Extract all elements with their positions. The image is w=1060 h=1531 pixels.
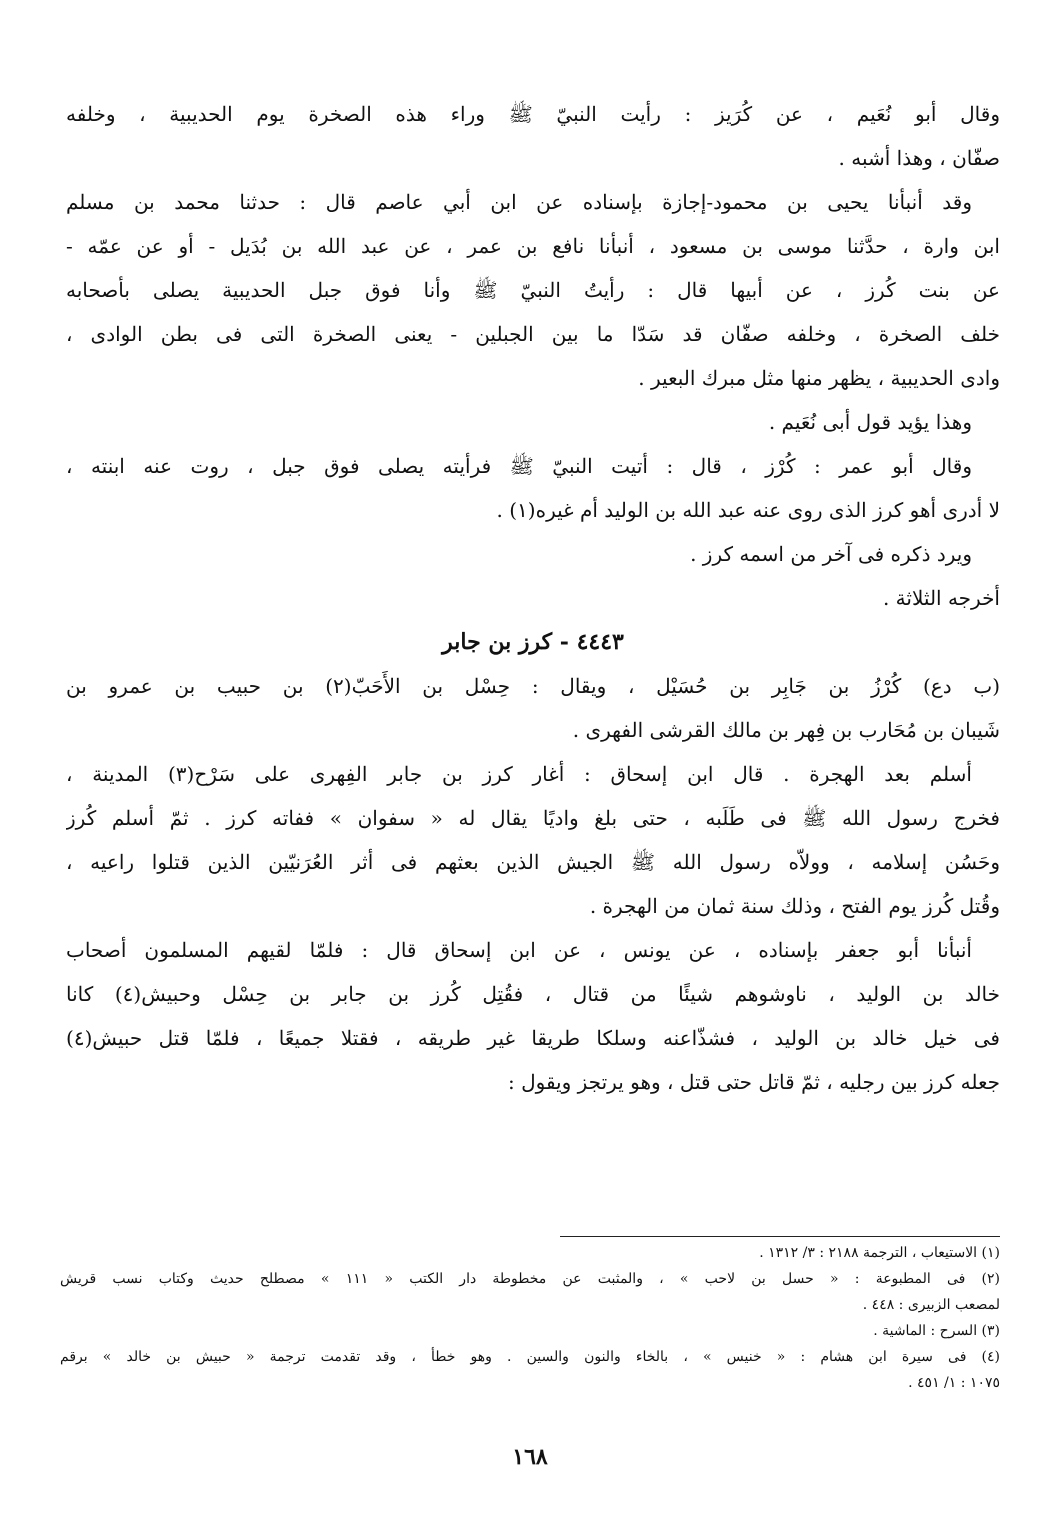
body-line: عن بنت كُرز ، عن أبيها قال : رأيتُ النبيّ ﷺ وأنا فوق جبل الحديبية يصلى بأصحابه	[66, 278, 1000, 302]
body-line: وقال أبو عمر : كُرْز ، قال : أتيت النبيّ ﷺ فرأيته يصلى فوق جبل ، روت عنه ابنته ،	[66, 454, 972, 478]
body-line: ويرد ذكره فى آخر من اسمه كرز .	[690, 542, 972, 566]
entry-line: أنبأنا أبو جعفر بإسناده ، عن يونس ، عن ابن إسحاق قال : فلمّا لقيهم المسلمون أصحاب	[66, 938, 972, 962]
footnote: لمصعب الزبيرى : ٤٤٨ .	[862, 1297, 1000, 1313]
footnotes	[60, 1240, 1000, 1396]
body-line: وقال أبو نُعَيم ، عن كُرَيز : رأيت النبيّ ﷺ وراء هذه الصخرة يوم الحديبية ، وخلفه	[66, 102, 1000, 126]
body-line: صفّان ، وهذا أشبه .	[838, 146, 1000, 170]
entry-line: أسلم بعد الهجرة . قال ابن إسحاق : أغار كرز بن جابر الفِهرى على سَرْح(٣) المدينة ،	[66, 762, 972, 786]
body-line: وهذا يؤيد قول أبى نُعَيم .	[768, 410, 972, 434]
body-line: أخرجه الثلاثة .	[882, 586, 1000, 610]
entry-line: وقُتل كُرز يوم الفتح ، وذلك سنة ثمان من الهجرة .	[589, 894, 1000, 918]
footnote-separator	[560, 1236, 1000, 1237]
body-line: وقد أنبأنا يحيى بن محمود-إجازة بإسناده عن ابن أبي عاصم قال : حدثنا محمد بن مسلم	[66, 190, 972, 214]
footnote: (١) الاستيعاب ، الترجمة ٢١٨٨ : ٣/ ١٣١٢ .	[759, 1245, 1000, 1261]
entry-line: خالد بن الوليد ، ناوشوهم شيئًا من قتال ، فقُتِل كُرز بن جابر بن حِسْل وحبيش(٤) كانا	[66, 982, 1000, 1006]
entry-line: وحَسُن إسلامه ، وولاّه رسول الله ﷺ الجيش الذين بعثهم فى أثر العُرَنيّين الذين قتلوا راعيه ،	[66, 850, 1000, 874]
entry-line: فخرج رسول الله ﷺ فى طَلَبه ، حتى بلغ واديًا يقال له « سفوان » ففاته كرز . ثمّ أسلم كُرز	[66, 806, 1000, 830]
body-line: ابن وارة ، حدَّثنا موسى بن مسعود ، أنبأنا نافع بن عمر ، عن عبد الله بن بُدَيل - أو عن عمّه -	[66, 234, 1000, 258]
main-text	[66, 92, 1000, 1104]
footnote: (٤) فى سيرة ابن هشام : « خنيس » ، بالخاء والنون والسين . وهو خطأ ، وقد تقدمت ترجمة « حبيش بن خالد » برقم	[60, 1349, 1000, 1365]
body-line: وادى الحديبية ، يظهر منها مثل مبرك البعير .	[638, 366, 1000, 390]
footnote: ١٠٧٥ : ١/ ٤٥١ .	[908, 1375, 1000, 1391]
footnote: (٣) السرح : الماشية .	[873, 1323, 1000, 1339]
entry-line: (ب دع) كُرْزُ بن جَابِر بن حُسَيْل ، ويقال : حِسْل بن الأَحَبّ(٢) بن حبيب بن عمرو بن	[66, 674, 1000, 698]
entry-line: جعله كرز بين رجليه ، ثمّ قاتل حتى قتل ، وهو يرتجز ويقول :	[507, 1070, 1000, 1094]
entry-line: فى خيل خالد بن الوليد ، فشذّاعنه وسلكا طريقا غير طريقه ، فقتلا جميعًا ، فلمّا قتل حبيش(٤)	[66, 1026, 1000, 1050]
body-line: لا أدرى أهو كرز الذى روى عنه عبد الله بن الوليد أم غيره(١) .	[496, 498, 1000, 522]
footnote: (٢) فى المطبوعة : « حسل بن لاحب » ، والمثبت عن مخطوطة دار الكتب « ١١١ » مصطلح حديث وكتاب نسب قريش	[60, 1271, 1000, 1287]
entry-line: شَيبان بن مُحَارب بن فِهر بن مالك القرشى الفهرى .	[572, 718, 1000, 742]
body-line: خلف الصخرة ، وخلفه صفّان قد سَدّا ما بين الجبلين - يعنى الصخرة التى فى بطن الوادى ،	[66, 322, 1000, 346]
page-number: ١٦٨	[512, 1444, 548, 1470]
entry-heading: ٤٤٤٣ - كرز بن جابر	[442, 629, 624, 655]
